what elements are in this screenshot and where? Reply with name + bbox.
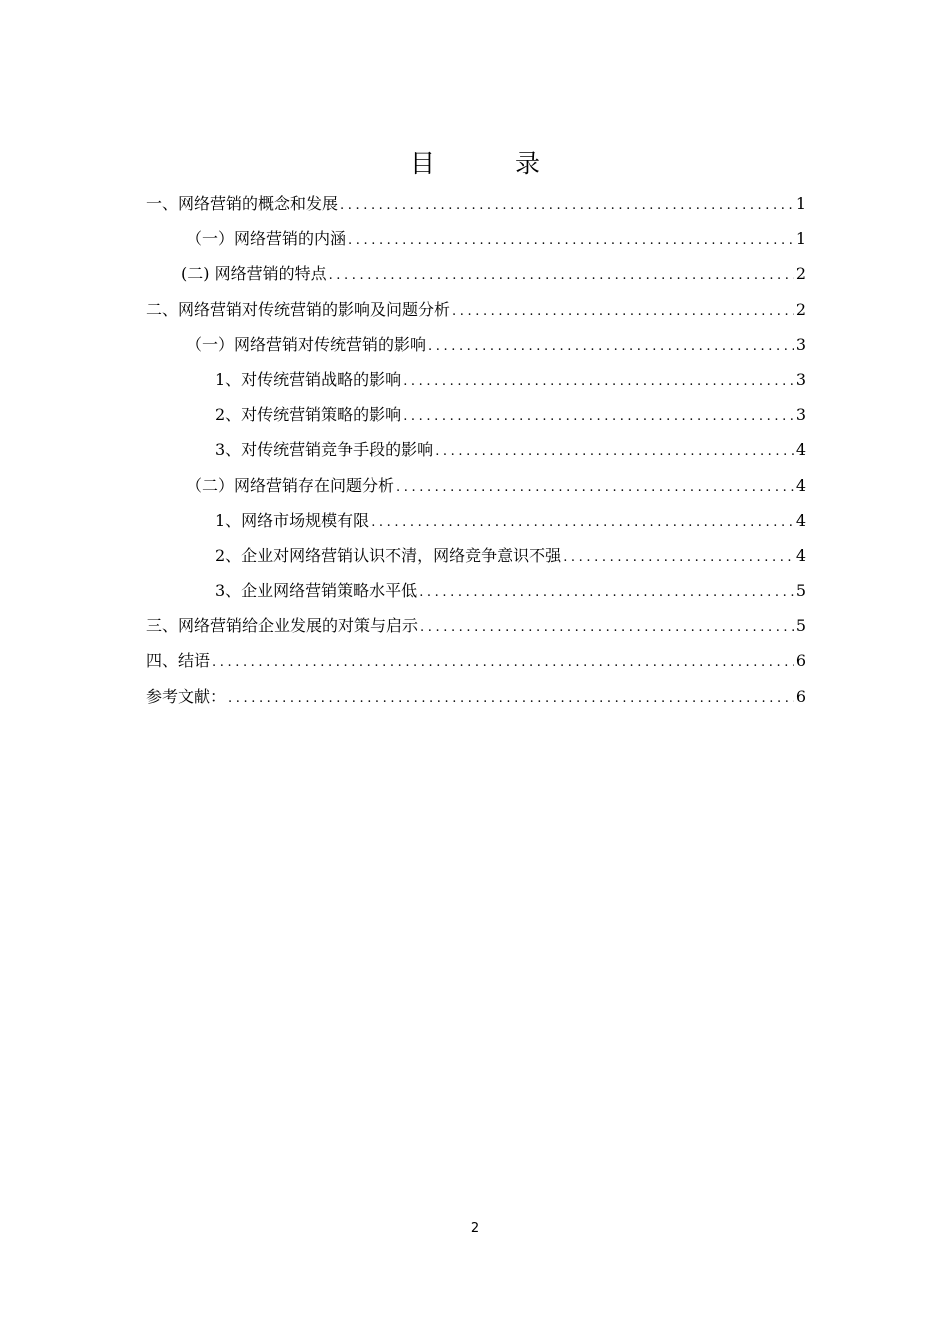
toc-entry-label: 三、网络营销给企业发展的对策与启示 (146, 616, 419, 636)
toc-entry-label: 3、对传统营销竞争手段的影响 (215, 440, 434, 460)
table-of-contents (146, 186, 806, 714)
toc-entry-page: 3 (795, 334, 806, 354)
toc-entry[interactable] (146, 397, 806, 432)
toc-entry-page: 3 (795, 405, 806, 425)
toc-leader-dots (403, 399, 794, 434)
toc-leader-dots (419, 575, 794, 610)
toc-entry[interactable] (146, 503, 806, 538)
toc-entry-label: （一）网络营销的内涵 (186, 229, 347, 249)
toc-entry-page: 3 (795, 369, 806, 389)
toc-leader-dots (403, 364, 794, 399)
toc-leader-dots (428, 329, 794, 364)
toc-entry-label: (二) 网络营销的特点 (181, 264, 327, 284)
toc-entry[interactable] (146, 327, 806, 362)
toc-entry[interactable] (146, 643, 806, 678)
toc-leader-dots (340, 188, 794, 223)
toc-entry-page: 1 (795, 194, 806, 213)
toc-entry-page: 2 (795, 299, 806, 319)
toc-entry-page: 4 (795, 510, 806, 530)
toc-title: 目 录 (410, 149, 576, 178)
toc-entry-page: 4 (795, 545, 806, 565)
toc-leader-dots (563, 540, 794, 575)
toc-entry-page: 4 (795, 440, 806, 460)
toc-entry[interactable] (146, 362, 806, 397)
toc-entry[interactable] (146, 573, 806, 608)
toc-leader-dots (371, 505, 794, 540)
toc-leader-dots (348, 223, 794, 258)
toc-entry[interactable] (146, 256, 806, 291)
toc-leader-dots (420, 610, 794, 645)
toc-entry[interactable] (146, 679, 806, 714)
toc-entry[interactable] (146, 432, 806, 467)
toc-entry-page: 4 (795, 475, 806, 495)
page-number: 2 (470, 1221, 480, 1236)
toc-entry-page: 6 (795, 651, 806, 671)
toc-entry-label: 四、结语 (146, 651, 211, 671)
toc-leader-dots (212, 645, 794, 680)
toc-leader-dots (396, 470, 794, 505)
toc-entry-label: （二）网络营销存在问题分析 (186, 475, 395, 495)
toc-entry-page: 5 (795, 581, 806, 601)
toc-entry-page: 5 (795, 616, 806, 636)
toc-entry-label: 二、网络营销对传统营销的影响及问题分析 (146, 299, 451, 319)
toc-entry-label: 1、对传统营销战略的影响 (215, 369, 402, 389)
toc-entry-label: （一）网络营销对传统营销的影响 (186, 334, 427, 354)
toc-entry-label: 参考文献： (146, 686, 227, 706)
toc-entry-page: 6 (795, 686, 806, 706)
toc-leader-dots (435, 434, 794, 469)
toc-leader-dots (228, 681, 794, 716)
toc-entry-page: 1 (795, 229, 806, 249)
toc-entry-label: 一、网络营销的概念和发展 (146, 194, 339, 213)
toc-entry-label: 2、企业对网络营销认识不清，网络竞争意识不强 (215, 545, 562, 565)
toc-entry[interactable] (146, 608, 806, 643)
toc-entry[interactable] (146, 468, 806, 503)
toc-leader-dots (329, 258, 794, 293)
toc-entry-page: 2 (795, 264, 806, 284)
toc-entry[interactable] (146, 186, 806, 221)
toc-entry-label: 2、对传统营销策略的影响 (215, 405, 402, 425)
toc-leader-dots (452, 294, 794, 329)
toc-entry[interactable] (146, 292, 806, 327)
toc-entry[interactable] (146, 221, 806, 256)
toc-entry-label: 3、企业网络营销策略水平低 (215, 581, 418, 601)
toc-entry-label: 1、网络市场规模有限 (215, 510, 370, 530)
toc-entry[interactable] (146, 538, 806, 573)
